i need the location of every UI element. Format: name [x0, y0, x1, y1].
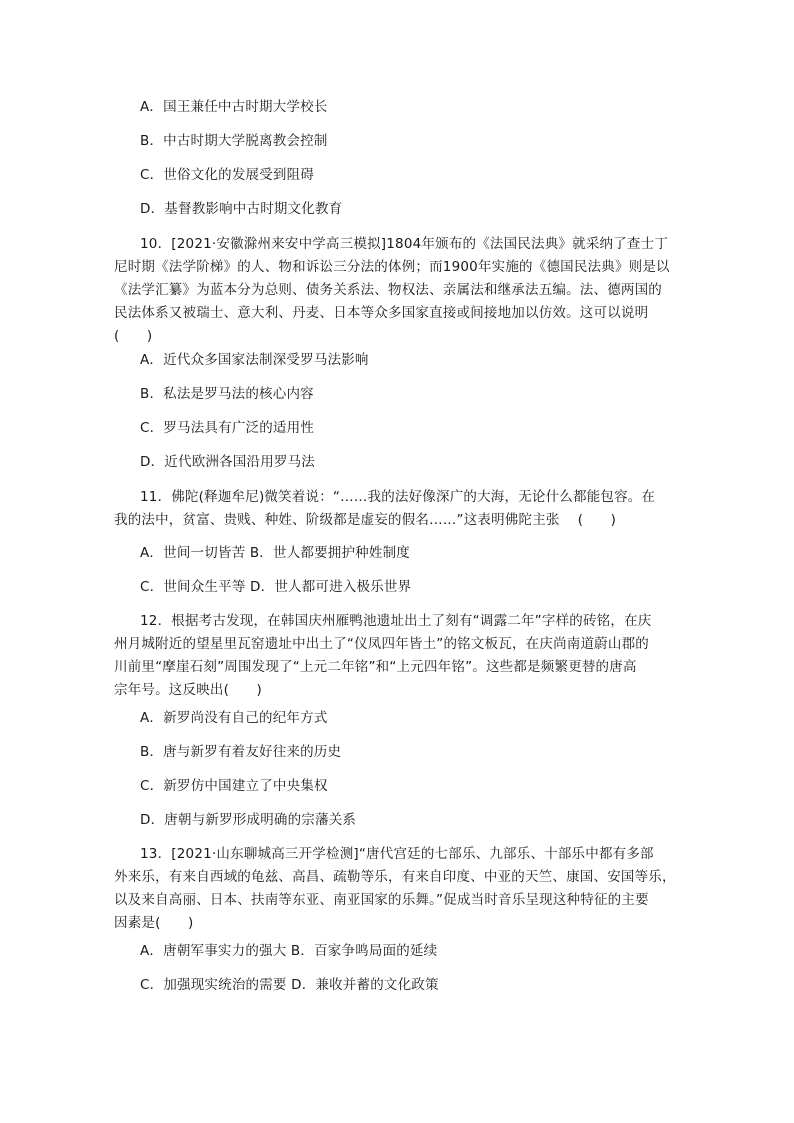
- q12-stem-line: 州月城附近的望星里瓦窑遗址中出土了“仪凤四年皆土”的铭文板瓦，在庆尚南道蔚山郡的: [114, 636, 649, 652]
- q11-options-cd: C．世间众生平等 D．世人都可进入极乐世界: [140, 579, 412, 595]
- q12-stem-line: 宗年号。这反映出( ): [114, 682, 262, 698]
- q10-option-c: C．罗马法具有广泛的适用性: [140, 420, 315, 436]
- q12-stem-line: 川前里“摩崖石刻”周围发现了“上元二年铭”和“上元四年铭”。这些都是频繁更替的唐高: [114, 659, 637, 675]
- q9-option-c: C．世俗文化的发展受到阻碍: [140, 167, 315, 183]
- q11-options-ab: A．世间一切皆苦 B．世人都要拥护种姓制度: [140, 545, 410, 561]
- q9-option-b: B．中古时期大学脱离教会控制: [140, 133, 328, 149]
- q10-answer-blank: ( ): [114, 328, 153, 344]
- q13-stem-line: 外来乐，有来自西域的龟兹、高昌、疏勒等乐，有来自印度、中亚的天竺、康国、安国等乐，: [114, 869, 676, 885]
- q12-stem-line: 12．根据考古发现，在韩国庆州雁鸭池遗址出土了刻有“调露二年”字样的砖铭，在庆: [140, 613, 652, 629]
- q12-option-c: C．新罗仿中国建立了中央集权: [140, 778, 328, 794]
- q13-options-cd: C．加强现实统治的需要 D．兼收并蓄的文化政策: [140, 977, 439, 993]
- q12-option-b: B．唐与新罗有着友好往来的历史: [140, 744, 342, 760]
- q13-options-ab: A．唐朝军事实力的强大 B．百家争鸣局面的延续: [140, 943, 438, 959]
- q10-stem-line: 尼时期《法学阶梯》的人、物和诉讼三分法的体例；而1900年实施的《德国民法典》则是以: [114, 259, 670, 275]
- q13-stem-line: 以及来自高丽、日本、扶南等东亚、南亚国家的乐舞。”促成当时音乐呈现这种特征的主要: [114, 892, 649, 908]
- q10-stem: [114, 233, 680, 348]
- q13-stem: [114, 843, 680, 935]
- q9-option-d: D．基督教影响中古时期文化教育: [140, 201, 343, 217]
- q12-option-d: D．唐朝与新罗形成明确的宗藩关系: [140, 812, 357, 828]
- q11-stem-line: 我的法中，贫富、贵贱、种姓、阶级都是虚妄的假名……”这表明佛陀主张 ( ): [114, 512, 617, 528]
- q13-stem-line: 13．[2021·山东聊城高三开学检测]“唐代宫廷的七部乐、九部乐、十部乐中都有多部: [140, 846, 654, 862]
- q10-option-b: B．私法是罗马法的核心内容: [140, 386, 314, 402]
- q10-option-d: D．近代欧洲各国沿用罗马法: [140, 454, 315, 470]
- q12-stem: [114, 610, 680, 702]
- q10-stem-line: 《法学汇纂》为蓝本分为总则、债务关系法、物权法、亲属法和继承法五编。法、德两国的: [114, 282, 662, 298]
- q10-stem-line: 10．[2021·安徽滁州来安中学高三模拟]1804年颁布的《法国民法典》就采纳了查士丁: [140, 236, 669, 252]
- q12-option-a: A．新罗尚没有自己的纪年方式: [140, 710, 328, 726]
- q11-stem-line: 11．佛陀(释迦牟尼)微笑着说：“……我的法好像深广的大海，无论什么都能包容。在: [140, 489, 656, 505]
- q11-stem: [114, 486, 680, 532]
- q9-option-a: A．国王兼任中古时期大学校长: [140, 99, 328, 115]
- q10-option-a: A．近代众多国家法制深受罗马法影响: [140, 352, 369, 368]
- q13-stem-line: 因素是( ): [114, 915, 194, 931]
- q10-stem-line: 民法体系又被瑞士、意大利、丹麦、日本等众多国家直接或间接地加以仿效。这可以说明: [114, 305, 649, 321]
